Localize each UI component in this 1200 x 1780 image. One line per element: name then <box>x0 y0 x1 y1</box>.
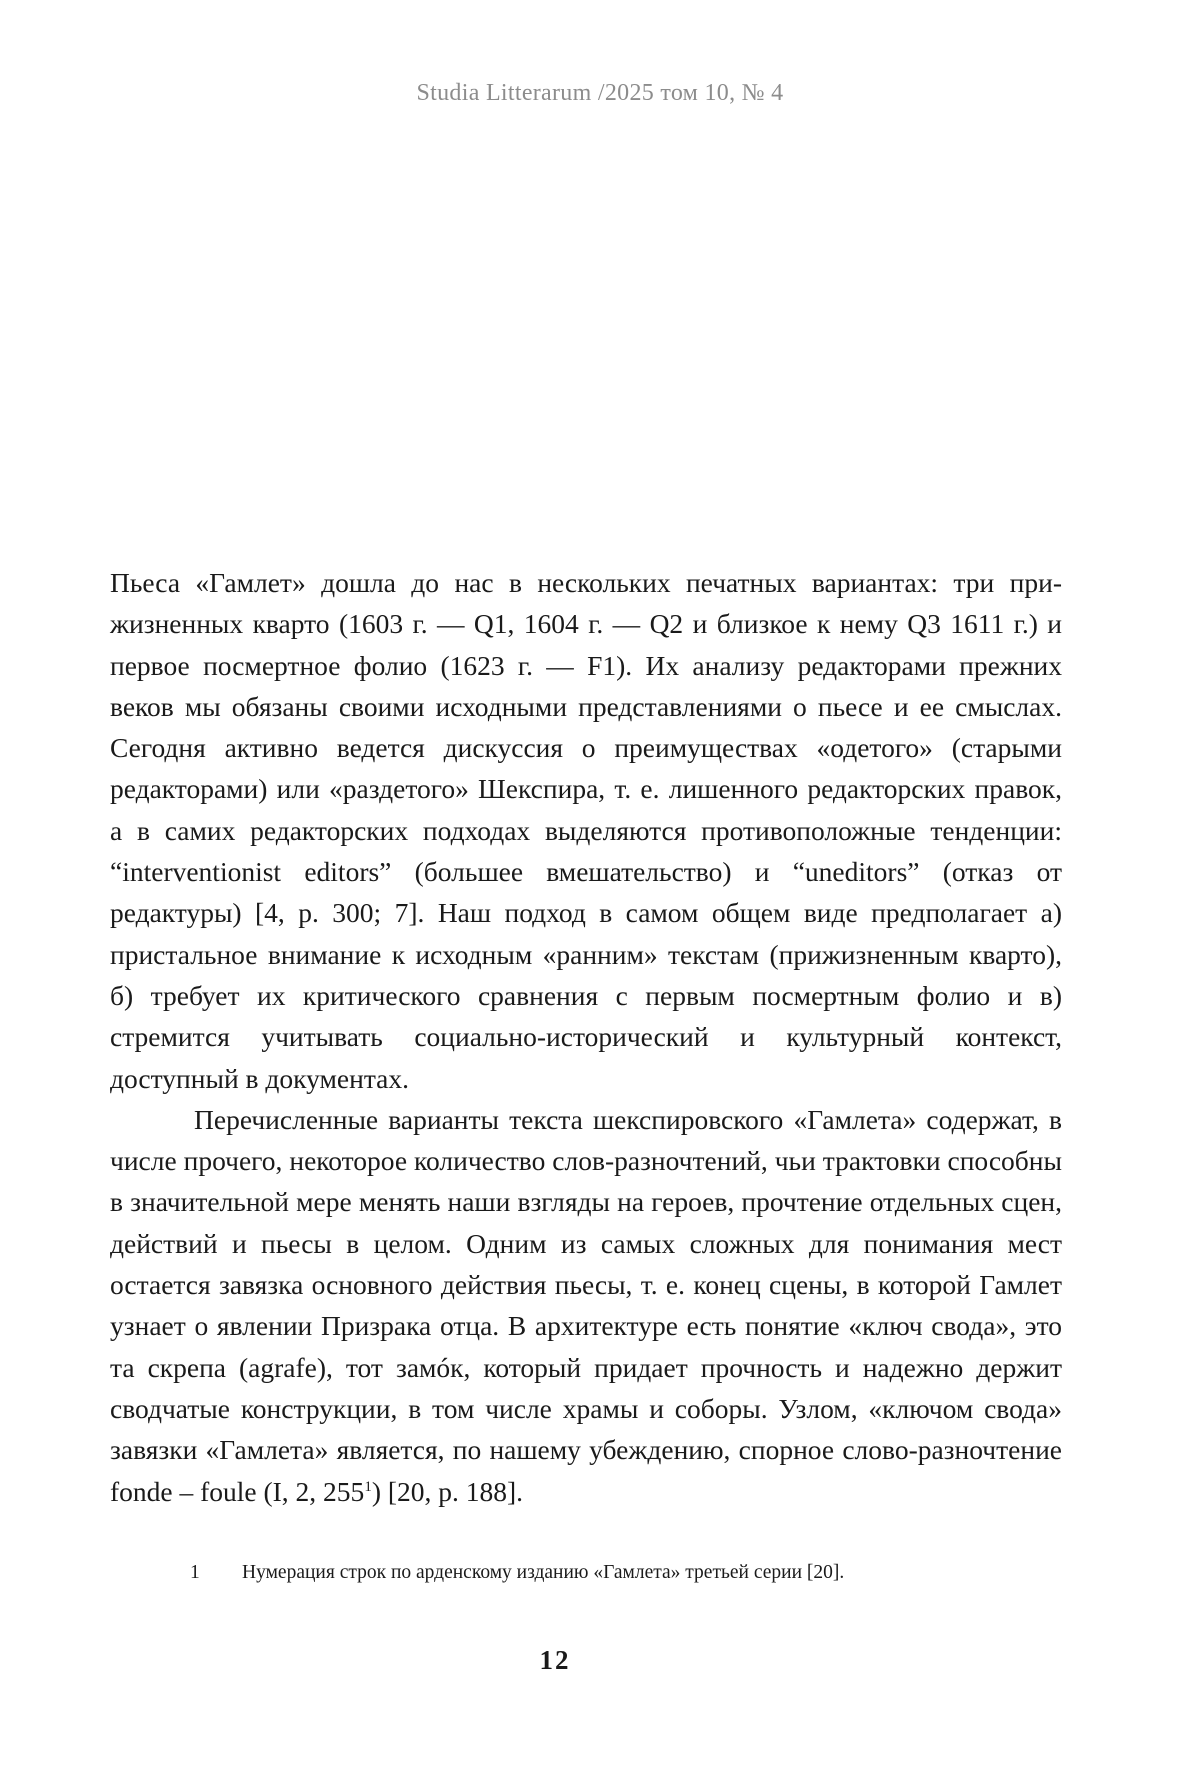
footnote <box>190 1560 1050 1586</box>
paragraph-2-tail: ) [20, p. 188]. <box>371 1475 524 1507</box>
journal-volume: том 10, № 4 <box>654 80 784 106</box>
header-separator: / <box>591 80 605 106</box>
paragraph-2 <box>110 1099 1062 1512</box>
journal-title: Studia Litterarum <box>416 80 592 106</box>
page-number: 12 <box>539 1645 571 1675</box>
article-body <box>110 562 1062 1512</box>
footnote-number: 1 <box>190 1562 200 1583</box>
footnote-reference[interactable]: 1 <box>364 1478 372 1495</box>
paragraph-1: Пьеса «Гамлет» дошла до нас в нескольких печатных вариантах: три прижизненных кварто (1603 г. — Q1, 1604 г. — Q2 и близкое к нему Q3 1611 г.) и первое посмертное фолио (1623 г. — F1). Их анализу редакторами прежних веков мы обязаны своими исходными представлениями о пьесе и ее смыслах. Сегодня активно ведется дискуссия о преимуществах «одетого» (старыми редакторами) или «раздетого» Шекспира, т. е. лишенного редакторских правок, а в самих редакторских подходах выделяются противоположные тенденции: “interventionist editors” (большее вмешательство) и “uneditors” (отказ от редактуры) [4, p. 300; 7]. Наш подход в самом общем виде предполагает а) пристальное внимание к исходным «ранним» текстам (прижизненным кварто), б) требует их критического сравнения с первым посмертным фолио и в) стремится учитывать социально-исторический и культурный контекст, доступный в документах. <box>110 567 1062 1094</box>
paragraph-2-text: Перечисленные варианты текста шекспировского «Гамлета» содержат, в числе прочего, некоторое количество слов-разночтений, чьи трактовки способны в значительной мере менять наши взгляды на героев, прочтение отдельных сцен, действий и пьесы в целом. Одним из самых сложных для понимания мест остается завязка основного действия пьесы, т. е. конец сцены, в которой Гамлет узнает о явлении Призрака отца. В архитектуре есть понятие «ключ свода», это та скрепа (agrafe), тот замóк, который придает прочность и надежно держит сводчатые конструкции, в том числе храмы и соборы. Узлом, «ключом свода» завязки «Гамлета» является, по нашему убеждению, спорное слово-разночтение fonde – foule (I, 2, 255 <box>110 1103 1062 1507</box>
footnote-text: Нумерация строк по арденскому изданию «Гамлета» третьей серии [20]. <box>242 1562 845 1583</box>
running-header <box>0 80 1200 107</box>
journal-year: 2025 <box>604 80 655 106</box>
